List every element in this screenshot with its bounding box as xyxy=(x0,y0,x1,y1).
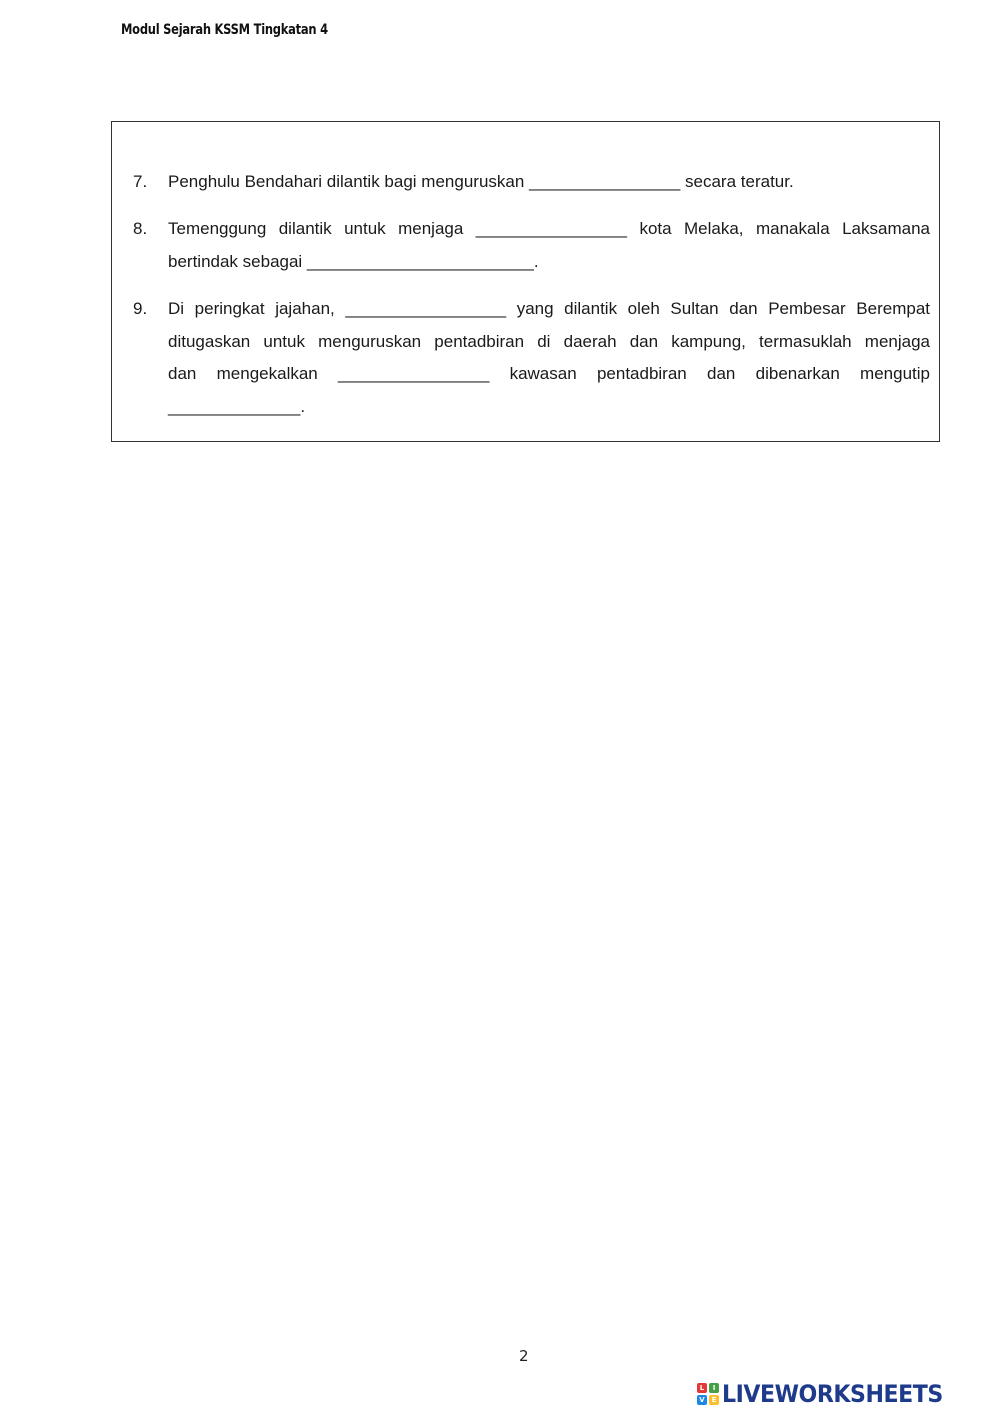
question-line: Temenggung dilantik untuk menjaga ________________ kota Melaka, manakala Laksamana xyxy=(168,219,930,238)
question-line: bertindak sebagai ________________________. xyxy=(168,252,539,271)
question-line: ______________. xyxy=(168,397,306,416)
logo-letter: V xyxy=(697,1395,707,1405)
question-box xyxy=(111,121,940,442)
question-line: dan mengekalkan ________________ kawasan pentadbiran dan dibenarkan mengutip xyxy=(168,364,930,383)
question-number: 8. xyxy=(133,219,148,238)
question-number: 7. xyxy=(133,172,148,191)
watermark-text: LIVEWORKSHEETS xyxy=(722,1380,943,1408)
question-line: Penghulu Bendahari dilantik bagi menguruskan ________________ secara teratur. xyxy=(168,172,794,191)
module-header-title: Modul Sejarah KSSM Tingkatan 4 xyxy=(121,22,328,38)
question-line: Di peringkat jajahan, _________________ yang dilantik oleh Sultan dan Pembesar Berempat xyxy=(168,299,930,318)
logo-letter: I xyxy=(709,1383,719,1393)
logo-letter: E xyxy=(709,1395,719,1405)
liveworksheets-logo-icon xyxy=(697,1383,719,1405)
logo-letter: L xyxy=(697,1383,707,1393)
page-number: 2 xyxy=(519,1347,529,1365)
liveworksheets-watermark xyxy=(697,1380,962,1408)
question-line: ditugaskan untuk menguruskan pentadbiran di daerah dan kampung, termasuklah menjaga xyxy=(168,332,930,351)
question-number: 9. xyxy=(133,299,148,318)
